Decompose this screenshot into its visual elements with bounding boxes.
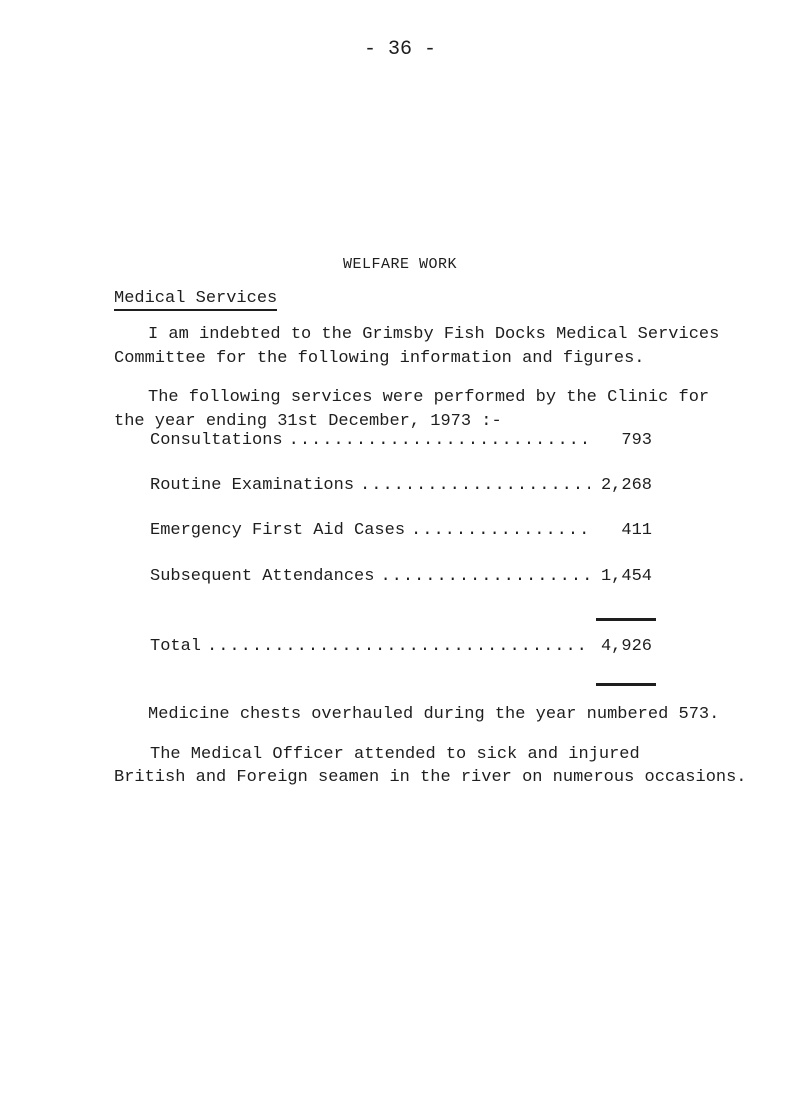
- service-row-emergency-first-aid: [150, 520, 652, 542]
- medical-officer-paragraph-line-2: British and Foreign seamen in the river on numerous occasions.: [114, 768, 747, 787]
- services-paragraph-line-1: The following services were performed by the Clinic for: [148, 388, 710, 407]
- total-value: 4,926: [600, 637, 652, 656]
- leader-dots: [289, 430, 590, 452]
- service-row-consultations: [150, 430, 652, 452]
- leader-dots: [380, 566, 590, 588]
- total-rule-top: [596, 618, 656, 621]
- service-label: Routine Examinations: [150, 476, 355, 495]
- service-value: 2,268: [600, 476, 652, 495]
- leader-dots: [360, 475, 590, 497]
- total-label: Total: [150, 637, 202, 656]
- total-rule-bottom: [596, 683, 656, 686]
- services-paragraph-line-2: the year ending 31st December, 1973 :-: [114, 412, 502, 431]
- page-number: - 36 -: [363, 38, 436, 61]
- service-label: Consultations: [150, 431, 283, 450]
- medicine-chests-paragraph: Medicine chests overhauled during the year numbered 573.: [148, 705, 720, 724]
- service-row-subsequent-attendances: [150, 566, 652, 588]
- service-label: Subsequent Attendances: [150, 567, 375, 586]
- section-heading: Medical Services: [114, 290, 277, 311]
- service-value: 1,454: [600, 567, 652, 586]
- intro-paragraph-line-1: I am indebted to the Grimsby Fish Docks Medical Services: [148, 325, 720, 344]
- service-value: 793: [621, 431, 652, 450]
- leader-dots: [411, 520, 590, 542]
- intro-paragraph-line-2: Committee for the following information and figures.: [114, 349, 645, 368]
- service-value: 411: [621, 521, 652, 540]
- page-title: WELFARE WORK: [342, 256, 458, 273]
- medical-officer-paragraph-line-1: The Medical Officer attended to sick and injured: [150, 745, 640, 764]
- service-row-total: [150, 636, 652, 658]
- service-row-routine-examinations: [150, 475, 652, 497]
- leader-dots: [207, 636, 590, 658]
- service-label: Emergency First Aid Cases: [150, 521, 406, 540]
